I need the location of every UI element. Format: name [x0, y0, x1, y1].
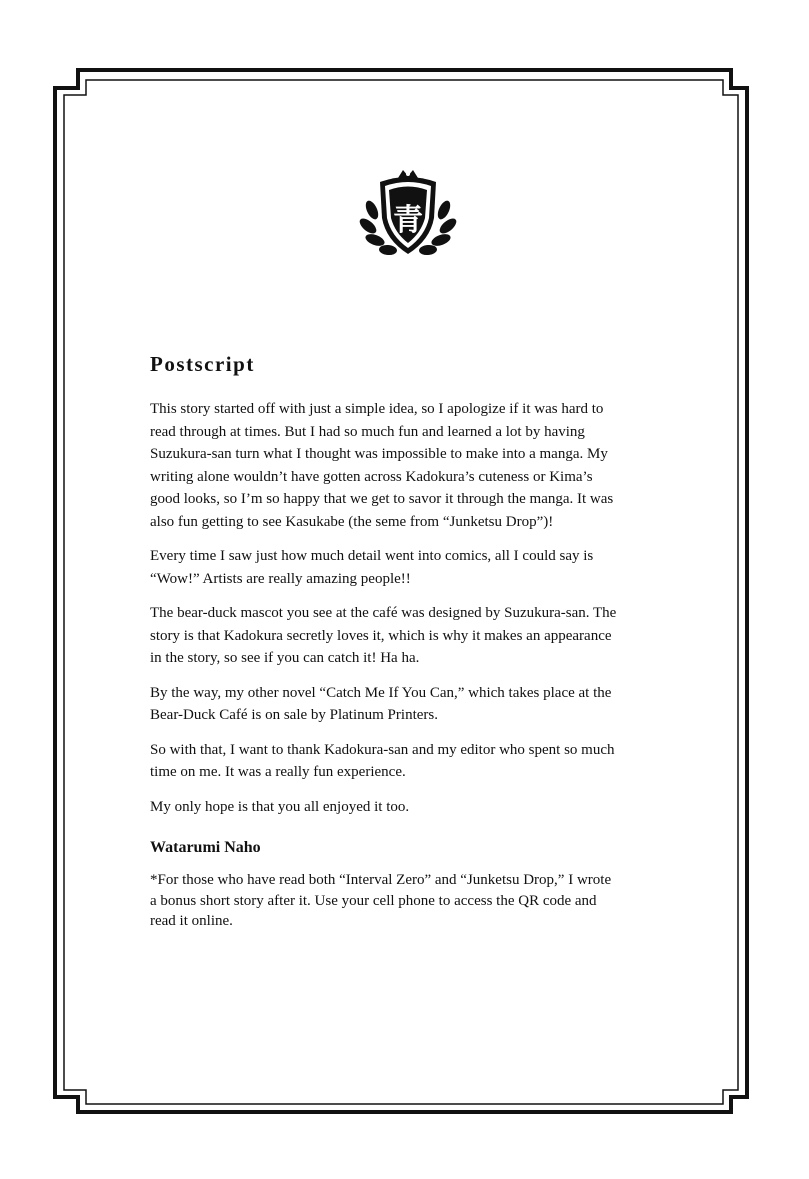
page-title: Postscript	[150, 352, 255, 376]
paragraph-3: The bear-duck mascot you see at the café was designed by Suzukura-san. The story is that Kadokura secretly loves it, which is why it makes an appearance in the story, so see if you can catch it! Ha ha.	[150, 605, 617, 666]
postscript-content	[150, 350, 670, 932]
footnote: *For those who have read both “Interval Zero” and “Junketsu Drop,” I wrote a bonus short story after it. Use your cell phone to access the QR code and read it online.	[150, 872, 612, 929]
crest-emblem-icon	[358, 168, 458, 260]
author-signature: Watarumi Naho	[150, 839, 261, 856]
paragraph-1: This story started off with just a simple idea, so I apologize if it was hard to read through at times. But I had so much fun and learned a lot by having Suzukura-san turn what I thought was impossible to make into a manga. My writing alone wouldn’t have gotten across Kadokura’s cuteness or Kima’s good looks, so I’m so happy that we get to savor it through the manga. It was also fun getting to see Kasukabe (the seme from “Junketsu Drop”)!	[150, 401, 614, 530]
paragraph-2: Every time I saw just how much detail went into comics, all I could say is “Wow!” Artists are really amazing people!!	[150, 548, 594, 587]
paragraph-6: My only hope is that you all enjoyed it too.	[150, 798, 410, 815]
paragraph-5: So with that, I want to thank Kadokura-san and my editor who spent so much time on me. It was a really fun experience.	[150, 741, 615, 780]
svg-text:青: 青	[393, 203, 423, 238]
paragraph-4: By the way, my other novel “Catch Me If You Can,” which takes place at the Bear-Duck Café is on sale by Platinum Printers.	[150, 684, 612, 723]
